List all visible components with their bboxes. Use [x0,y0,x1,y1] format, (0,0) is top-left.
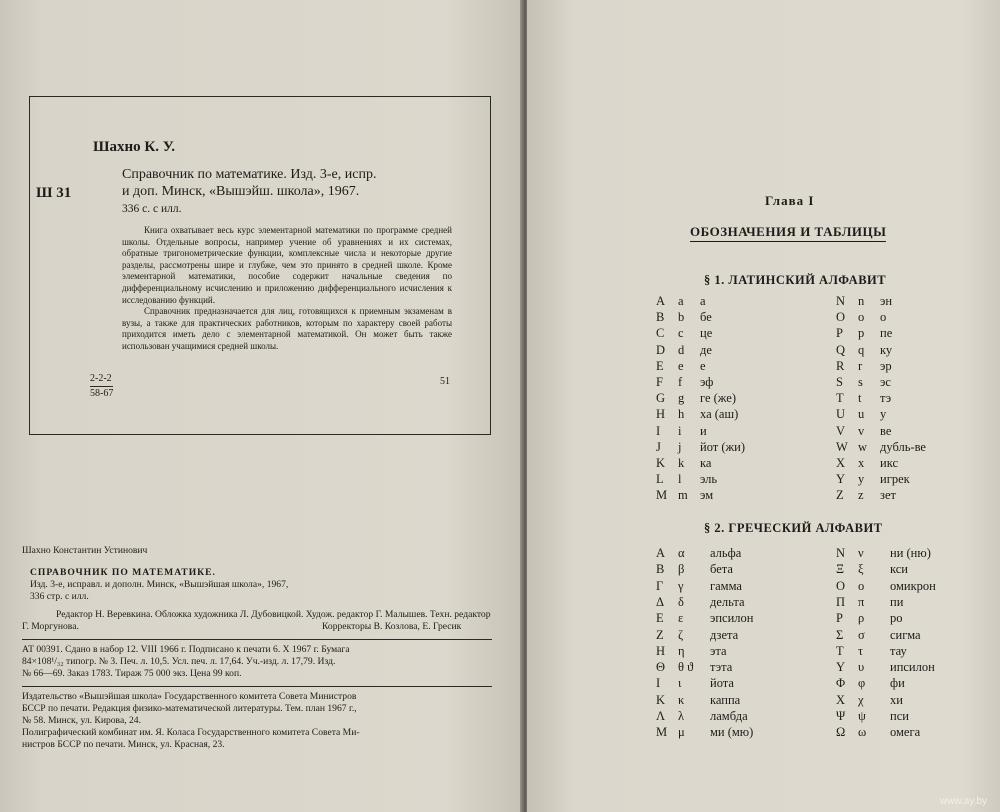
letter-name: пе [880,326,893,341]
letter-upper: E [656,358,664,373]
imprint-publisher-2: БССР по печати. Редакция физико-математической литературы. Тем. план 1967 г., [22,703,357,714]
letter-upper: Δ [656,594,665,609]
letter-name: ипсилон [890,660,935,675]
letter-upper: V [836,423,846,438]
letter-name: зет [880,488,896,503]
letter-lower: β [678,562,685,577]
letter-upper: Μ [656,725,668,740]
letter-name: каппа [710,692,741,707]
letter-upper: Ε [656,611,664,626]
letter-lower: j [678,439,682,454]
letter-upper: B [656,310,665,325]
letter-lower: ν [858,546,864,560]
letter-name: дельта [710,594,745,609]
letter-lower: g [678,391,685,406]
letter-lower: r [858,358,863,373]
letter-name: йота [710,676,734,691]
letter-lower: π [858,594,865,609]
letter-lower: h [678,407,685,422]
letter-upper: Κ [656,692,666,707]
card-annotation [122,225,452,353]
chapter-title: ОБОЗНАЧЕНИЯ И ТАБЛИЦЫ [690,224,886,242]
card-index-top: 2-2-2 [90,373,112,384]
letter-lower: κ [678,692,685,707]
letter-name: ку [880,342,893,357]
letter-name: бета [710,562,733,577]
letter-upper: Τ [836,643,844,658]
letter-lower: φ [858,676,866,691]
letter-upper: F [656,375,663,389]
imprint-print-3: № 66—69. Заказ 1783. Тираж 75 000 экз. Цена 99 коп. [22,668,242,679]
letter-name: эр [880,358,892,373]
letter-name: ро [890,611,903,626]
letter-lower: ε [678,611,684,626]
imprint-title: СПРАВОЧНИК ПО МАТЕМАТИКЕ. [30,567,216,578]
letter-lower: z [858,488,864,503]
section-latin-heading: § 1. ЛАТИНСКИЙ АЛФАВИТ [704,273,887,287]
letter-lower: θ ϑ [678,660,694,675]
letter-name: тау [890,643,907,658]
letter-lower: y [858,472,865,487]
letter-name: де [700,342,712,357]
letter-upper: Σ [836,627,844,642]
letter-lower: i [678,423,682,438]
imprint-printer-2: нистров БССР по печати. Минск, ул. Красная, 23. [22,739,225,750]
letter-name: кси [890,562,908,577]
letter-name: омикрон [890,578,936,593]
imprint-author: Шахно Константин Устинович [22,545,148,556]
letter-lower: k [678,456,685,470]
watermark: www.ay.by [940,796,988,807]
right-page [527,0,1000,812]
letter-lower: τ [858,643,864,658]
card-code: Ш 31 [36,185,72,201]
letter-lower: λ [678,709,685,723]
letter-lower: m [678,488,688,503]
letter-lower: υ [858,660,865,675]
letter-lower: f [678,375,683,389]
letter-upper: Y [836,472,846,487]
letter-name: ми (мю) [710,725,754,740]
chapter-heading: Глава I [765,193,815,208]
letter-name: йот (жи) [700,439,746,454]
letter-name: икс [880,456,898,470]
annotation-paragraph-1: Книга охватывает весь курс элементарной математики по программе средней школы. Отдельные вопросы, например учение об уравнениях и их системах, обратные тригонометрические функции, комплексные числа и некоторые другие разделы, рассмотрены шире и глубже, чем это принято в средней школе. Кроме элементарной математики, пособие содержит начальные сведения по дифференциальному исчислению и приложению дифференциального исчисления к исследованию функций. [122,225,452,305]
letter-name: дзета [710,627,739,642]
card-index-bottom: 58-67 [90,388,114,399]
letter-name: омега [890,725,921,740]
card-number: 51 [440,376,450,387]
letter-name: у [880,407,887,422]
letter-upper: Β [656,562,665,577]
letter-lower: s [858,375,863,389]
letter-upper: Ζ [656,627,664,642]
letter-name: сигма [890,627,921,642]
letter-lower: n [858,294,865,308]
imprint-publisher-1: Издательство «Вышэйшая школа» Государственного комитета Совета Министров [22,691,357,702]
card-author: Шахно К. У. [93,139,176,155]
letter-lower: a [678,294,684,308]
letter-upper: Ι [656,676,661,691]
letter-upper: G [656,391,666,406]
letter-upper: R [836,358,845,373]
letter-upper: S [836,375,843,389]
letter-upper: C [656,326,665,341]
letter-lower: l [678,472,682,487]
letter-name: эта [710,643,727,658]
letter-upper: Ο [836,578,846,593]
letter-upper: Ψ [836,709,846,723]
letter-name: пи [890,594,904,609]
letter-lower: c [678,326,684,341]
letter-upper: Η [656,643,666,658]
letter-upper: Υ [836,660,846,675]
letter-upper: D [656,342,666,357]
letter-upper: Γ [656,578,664,593]
letter-lower: χ [858,692,864,707]
letter-upper: P [836,326,843,341]
letter-lower: γ [678,578,684,593]
letter-name: це [700,326,713,341]
letter-lower: ψ [858,709,866,723]
card-bib-line2: и доп. Минск, «Вышэйш. школа», 1967. [122,184,360,199]
letter-name: эм [700,488,714,503]
letter-lower: ω [858,725,867,740]
imprint-print-1: АТ 00391. Сдано в набор 12. VIII 1966 г. Подписано к печати 6. X 1967 г. Бумага [22,644,350,655]
letter-upper: Θ [656,660,666,675]
imprint-printer-1: Полиграфический комбинат им. Я. Коласа Государственного комитета Совета Ми- [22,727,360,738]
letter-lower: ρ [858,611,865,626]
letter-upper: Φ [836,676,846,691]
letter-upper: K [656,456,666,470]
section-greek-heading: § 2. ГРЕЧЕСКИЙ АЛФАВИТ [704,521,883,535]
letter-lower: w [858,439,868,454]
letter-upper: O [836,310,846,325]
letter-name: бе [700,310,712,325]
letter-lower: u [858,407,865,422]
letter-name: эс [880,375,891,389]
letter-lower: v [858,423,865,438]
catalog-card [29,96,491,435]
letter-lower: η [678,643,685,658]
imprint-correctors: Корректоры В. Козлова, Е. Гресик [322,621,462,632]
letter-name: а [700,294,706,308]
letter-upper: W [836,439,848,454]
letter-lower: b [678,310,685,325]
letter-lower: ζ [678,627,684,642]
imprint-editors: Редактор Н. Веревкина. Обложка художника Л. Дубовицкой. Худож. редактор Г. Малышев. Техн. редактор Г. Моргунова. [22,609,491,632]
annotation-paragraph-2: Справочник предназначается для лиц, готовящихся к приемным экзаменам в вузы, а также для практических работников, которым по характеру своей работы приходится иметь дело с элементарной математикой. Он может быть также использован учащимися средней школы. [122,306,452,351]
letter-upper: Q [836,342,846,357]
letter-upper: Ξ [836,562,845,577]
letter-name: ге (же) [700,391,736,406]
letter-name: тэ [880,391,892,406]
letter-name: е [700,358,706,373]
letter-upper: Ρ [836,611,843,626]
letter-lower: q [858,342,865,357]
letter-upper: A [656,294,666,308]
letter-upper: T [836,391,844,406]
letter-name: ни (ню) [890,546,931,560]
letter-upper: I [656,423,661,438]
letter-upper: Ν [836,546,846,560]
letter-lower: μ [678,725,685,740]
imprint-block [22,545,502,751]
letter-lower: o [858,310,865,325]
letter-name: ламбда [710,709,748,723]
letter-upper: Χ [836,692,846,707]
letter-lower: e [678,358,684,373]
letter-lower: δ [678,594,684,609]
letter-upper: Z [836,488,844,503]
letter-name: гамма [710,578,742,593]
letter-name: тэта [710,660,733,675]
letter-name: ве [880,423,892,438]
letter-name: эпсилон [710,611,754,626]
letter-lower: ξ [858,562,864,577]
imprint-divider-2 [22,686,492,687]
letter-name: альфа [710,546,742,560]
letter-upper: J [656,439,661,454]
imprint-pages: 336 стр. с илл. [30,591,89,602]
imprint-publisher-3: № 58. Минск, ул. Кирова, 24. [22,715,141,726]
card-bib-line1: Справочник по математике. Изд. 3-е, испр. [122,167,377,182]
letter-lower: x [858,456,865,470]
imprint-divider-1 [22,639,492,640]
letter-name: дубль-ве [880,439,926,454]
letter-upper: N [836,294,846,308]
imprint-edition: Изд. 3-е, исправл. и дополн. Минск, «Вышэйшая школа», 1967, [30,579,289,590]
letter-upper: M [656,488,668,503]
letter-lower: ι [678,676,682,691]
imprint-print-2: 84×108¹/₃₂ типогр. № 3. Печ. л. 10,5. Усл. печ. л. 17,64. Уч.-изд. л. 17,79. Изд. [22,656,336,667]
letter-upper: U [836,407,846,422]
letter-name: хи [890,692,903,707]
letter-upper: H [656,407,666,422]
letter-upper: L [656,472,664,487]
letter-upper: Ω [836,725,846,740]
letter-lower: ο [858,578,865,593]
letter-name: игрек [880,472,910,487]
letter-upper: X [836,456,846,470]
letter-name: о [880,310,887,325]
letter-name: эль [700,472,718,487]
letter-lower: α [678,546,685,560]
letter-lower: t [858,391,862,406]
letter-name: эф [700,375,714,389]
letter-lower: d [678,342,685,357]
letter-name: ха (аш) [700,407,739,422]
letter-name: эн [880,294,893,308]
card-pages: 336 с. с илл. [122,203,182,215]
letter-upper: Π [836,594,846,609]
letter-name: пси [890,709,909,723]
letter-upper: Α [656,546,666,560]
letter-lower: σ [858,627,865,642]
letter-name: ка [700,456,712,470]
letter-name: и [700,423,707,438]
letter-name: фи [890,676,905,691]
letter-upper: Λ [656,709,666,723]
letter-lower: p [858,326,865,341]
